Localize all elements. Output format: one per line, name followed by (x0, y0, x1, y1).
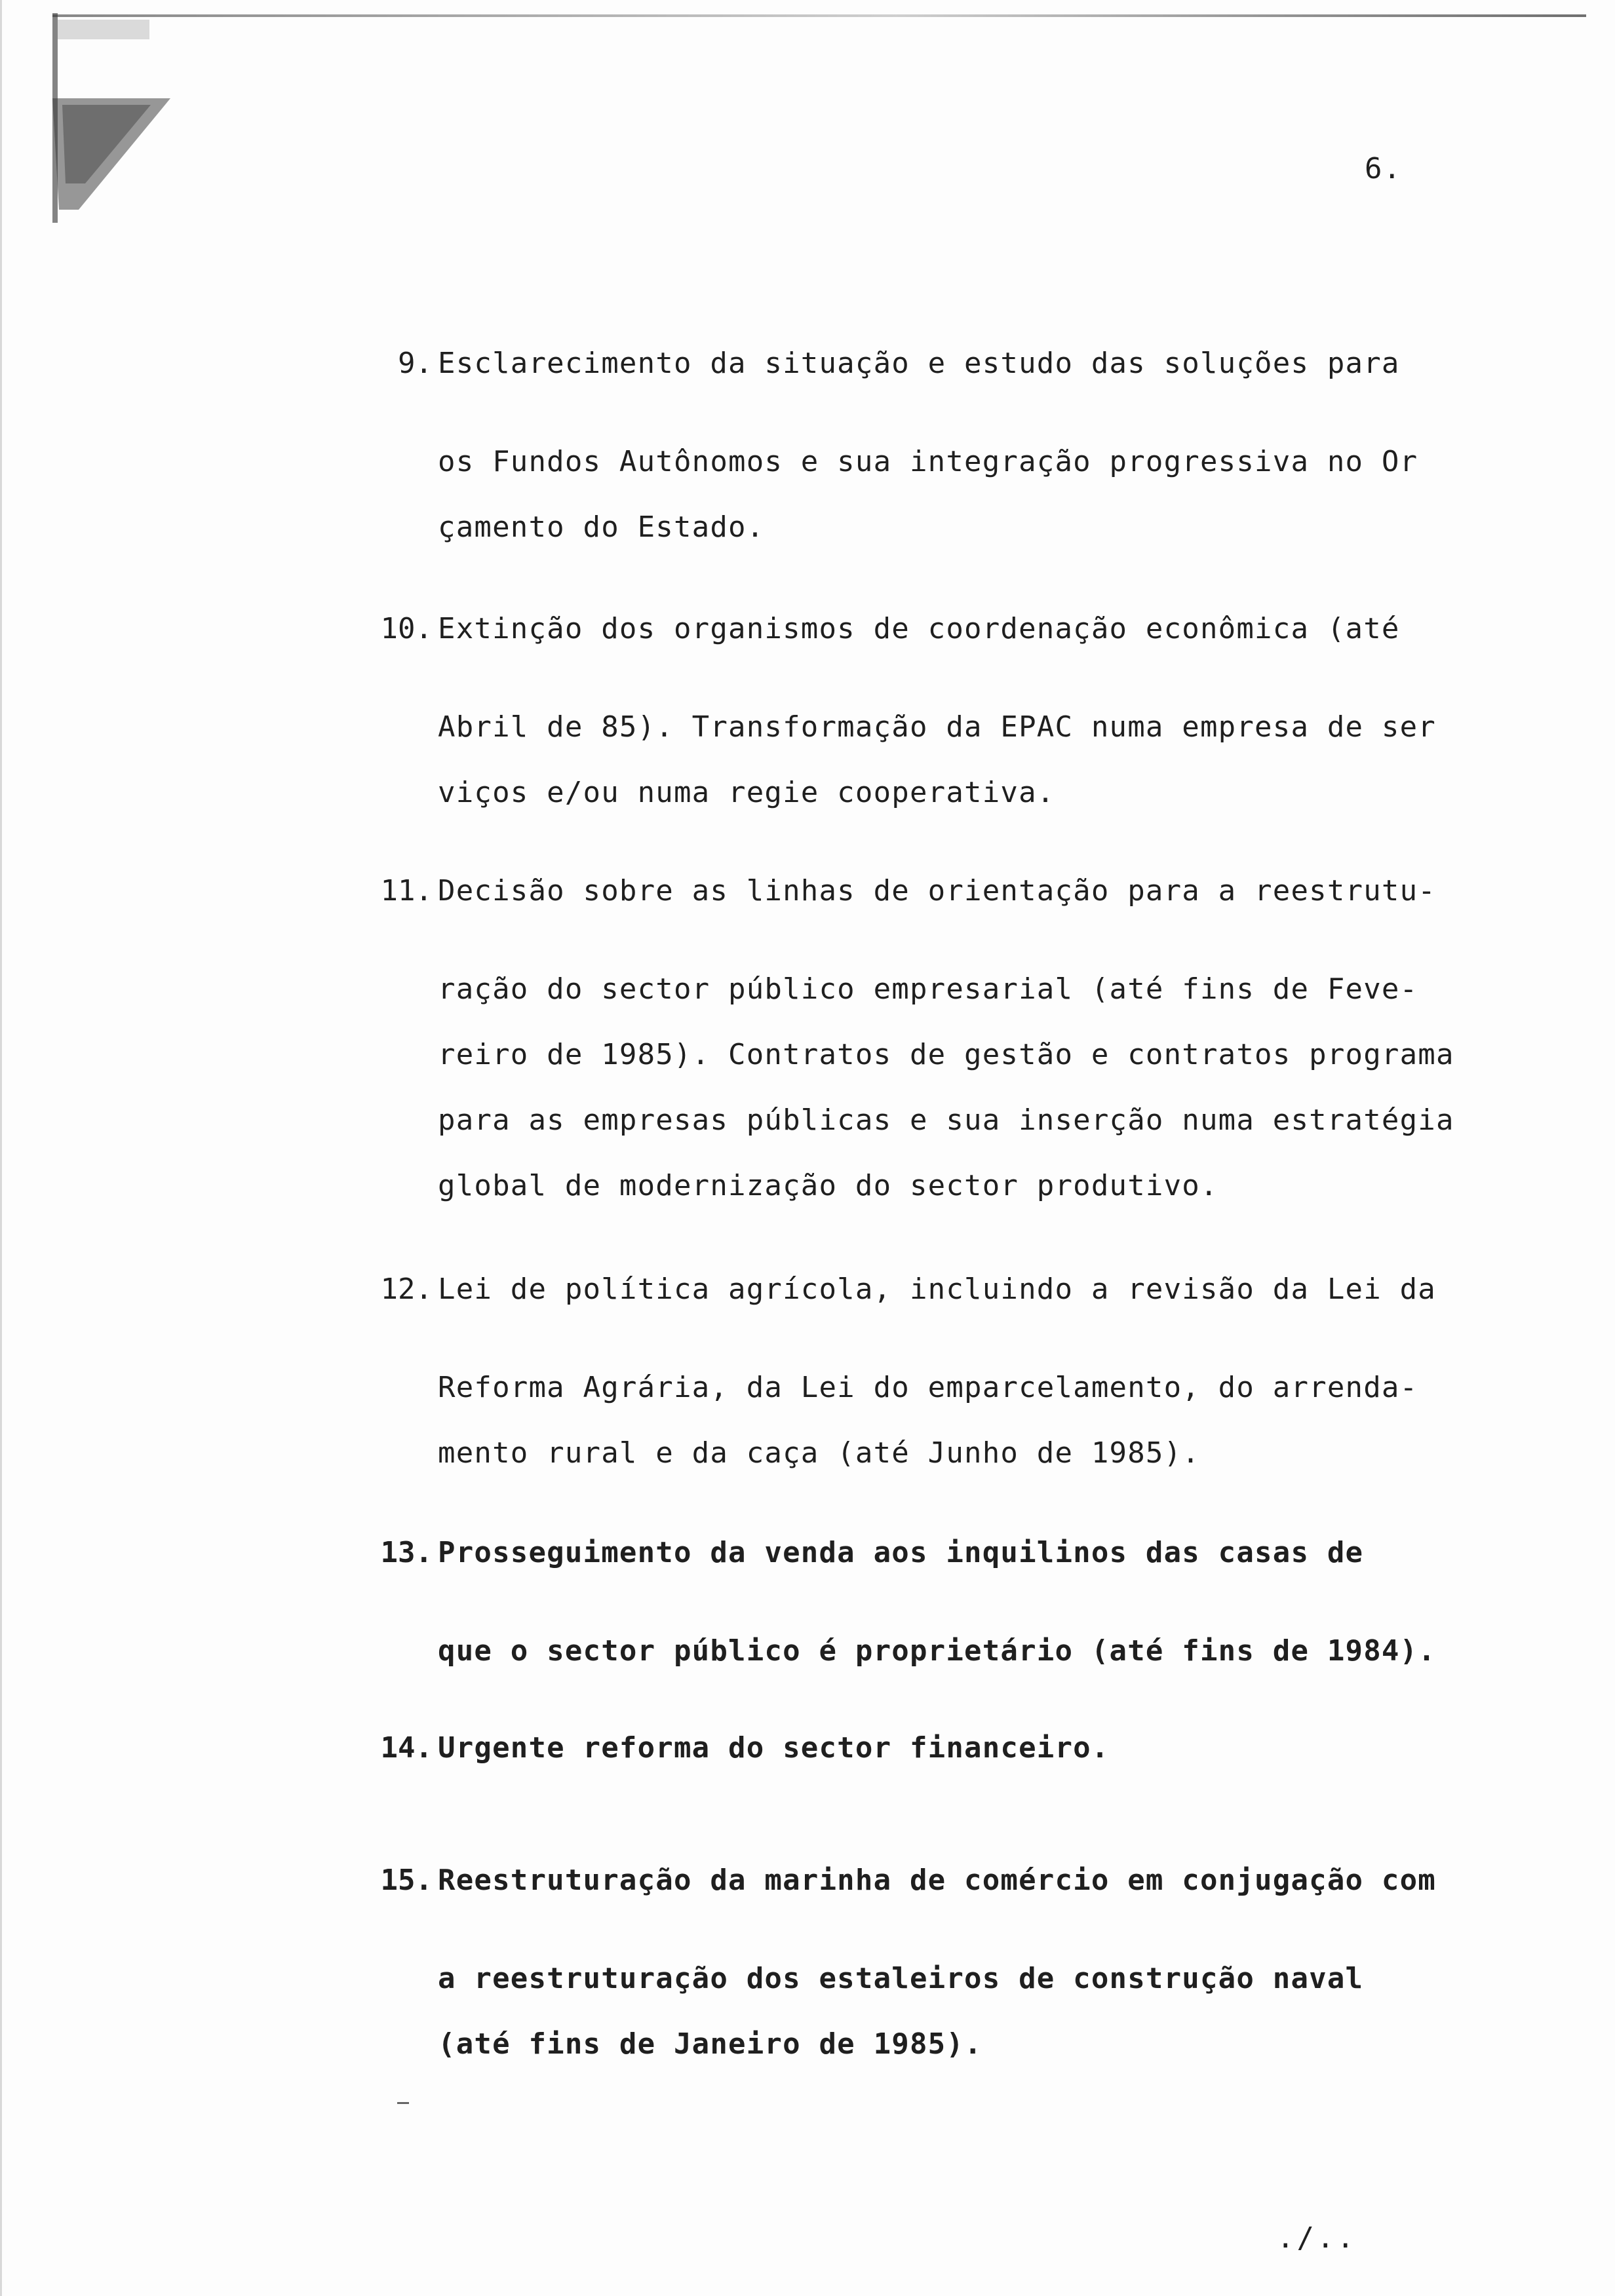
page-number: 6. (1365, 152, 1402, 185)
text-line: Esclarecimento da situação e estudo das soluções para (438, 347, 1400, 380)
scan-left-edge (0, 0, 2, 2296)
item-text (438, 612, 1436, 826)
text-line: Reestruturação da marinha de comércio em conjugação com (438, 1864, 1436, 1897)
scan-corner-artifact (39, 13, 170, 223)
text-line: ração do sector público empresarial (até fins de Feve- (438, 972, 1418, 1006)
text-line: viços e/ou numa regie cooperativa. (438, 776, 1055, 809)
text-line: Reforma Agrária, da Lei do emparcelamento, do arrenda- (438, 1371, 1418, 1404)
text-line: a reestruturação dos estaleiros de construção naval (438, 1962, 1364, 1995)
text-line: mento rural e da caça (até Junho de 1985). (438, 1436, 1200, 1470)
continuation-mark: ./.. (1277, 2221, 1357, 2255)
text-line: Decisão sobre as linhas de orientação para a reestrutu- (438, 874, 1436, 908)
text-line: que o sector público é proprietário (até fins de 1984). (438, 1634, 1436, 1668)
document-page: 6. 9. Esclarecimento da situação e estudo das soluções para os Fundos Autônomos e sua integração progressiva no Or çamento do Estado. 10. Extinção dos organismos de coordenação econômica (até Abril de 85). Transformação da EPAC numa empresa de ser viços e/ou numa regie cooperativa. 11. Decisão sobre as linhas de orientação para a reestrutu- ração do sector público empresarial (até fins de Feve- reiro de 1985). Contratos de gestão e contratos programa para as empresas públicas e sua inserção numa estratégia global de modernização do sector produtivo. 12. Lei de política agrícola, incluindo a revisão da Lei da Reforma Agrária, da Lei do emparcelamento, do arrenda- mento rural e da caça (até Junho de 1985). 13. Prosseguimento da venda aos inquilinos das casas de que o sector público é proprietário (até fins de 1984). 14. Urgente reforma do sector financeiro. 15. Reestruturação da marinha de comércio em conjugação com a reestruturação dos estaleiros de construção naval (até fins de Janeiro de 1985). ./.. (0, 0, 1615, 2296)
item-text (438, 347, 1418, 560)
item-text (438, 1731, 1110, 1814)
text-line: Urgente reforma do sector financeiro. (438, 1731, 1110, 1765)
text-line: Extinção dos organismos de coordenação econômica (até (438, 612, 1400, 645)
scan-top-line (52, 14, 1586, 17)
text-line: Abril de 85). Transformação da EPAC numa empresa de ser (438, 710, 1436, 744)
stray-mark (397, 2102, 409, 2104)
item-text (438, 1272, 1436, 1486)
text-line: (até fins de Janeiro de 1985). (438, 2027, 983, 2061)
text-line: Lei de política agrícola, incluindo a revisão da Lei da (438, 1272, 1436, 1306)
item-text (438, 1864, 1436, 2077)
text-line: Prosseguimento da venda aos inquilinos das casas de (438, 1536, 1364, 1569)
text-line: global de modernização do sector produtivo. (438, 1169, 1218, 1202)
text-line: os Fundos Autônomos e sua integração progressiva no Or (438, 445, 1418, 478)
item-text (438, 874, 1454, 1219)
text-line: para as empresas públicas e sua inserção numa estratégia (438, 1103, 1454, 1137)
text-line: reiro de 1985). Contratos de gestão e contratos programa (438, 1038, 1454, 1071)
text-line: çamento do Estado. (438, 510, 765, 544)
item-text (438, 1536, 1436, 1684)
